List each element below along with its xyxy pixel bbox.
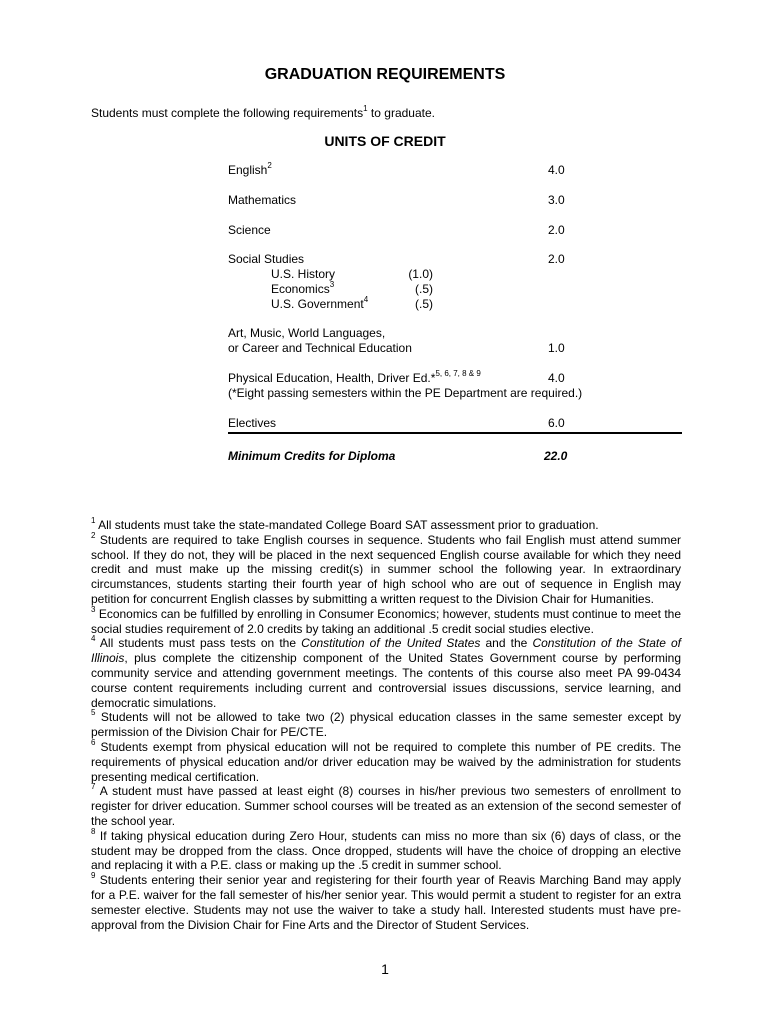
footnote: $^3$ Economics can be fulfilled by enrolling in Consumer Economics; however, students must continue to meet the social studies requirement of 2.0 credits by taking an additional .5 credit social studies elective. <box>91 604 681 636</box>
footnote: $^6$ Students exempt from physical education will not be required to complete this number of PE credits. The requirements of physical education and/or driver education may be waived by the administration for students presenting medical certification. <box>91 737 681 784</box>
req-social-sub-value: (.5) <box>415 282 433 296</box>
req-social-sub-value: (1.0) <box>408 267 433 281</box>
footnote-ref: 1 <box>363 104 368 113</box>
req-math-value: 3.0 <box>548 193 565 207</box>
footnote: $^1$ All students must take the state-mandated College Board SAT assessment prior to graduation. <box>91 516 599 532</box>
req-social-sub-label: U.S. Government$^4$ <box>271 295 369 311</box>
footnote: $^7$ A student must have passed at least eight (8) courses in his/her previous two semesters of enrollment to register for driver education. Summer school courses will be treated as an extension of the second semester of the school year. <box>91 782 681 828</box>
req-pe-label: Physical Education, Health, Driver Ed.*$^{5, 6, 7, 8 \& 9}$ <box>228 369 481 385</box>
req-minimum-label: Minimum Credits for Diploma <box>228 449 396 463</box>
page-number: 1 <box>381 961 389 977</box>
req-social-sub-label: Economics$^3$ <box>271 280 335 296</box>
req-science-value: 2.0 <box>548 223 565 237</box>
req-english-value: 4.0 <box>548 163 565 177</box>
footnote: $^9$ Students entering their senior year and registering for their fourth year of Reavis Marching Band may apply for a P.E. waiver for the fall semester of his/her senior year. This would permit a student to register for an extra semester elective. Students may not use the waiver to take a study hall. Interested students must have pre-approval from the Division Chair for Fine Arts and the Director of Student Services. <box>91 871 681 932</box>
footnote: $^2$ Students are required to take English courses in sequence. Students who fail English must attend summer school. If they do not, they will be placed in the next sequenced English course available for which they need credit and must make up the missing credit(s) in summer school the following year. In extraordinary circumstances, students starting their fourth year of high school who are out of sequence in English may petition for concurrent English classes by submitting a written request to the Division Chair for Humanities. <box>91 530 681 606</box>
intro-text: Students must complete the following requirements$^1$ to graduate. <box>91 104 435 120</box>
total-divider <box>228 432 682 434</box>
req-english-label: English$^2$ <box>228 161 272 177</box>
req-math-label: Mathematics <box>228 193 297 207</box>
footnotes <box>91 518 681 932</box>
req-minimum-value: 22.0 <box>544 449 568 463</box>
req-social-sub-label: U.S. History <box>271 267 336 281</box>
req-electives-label: Electives <box>228 416 277 430</box>
req-social-value: 2.0 <box>548 252 565 266</box>
req-social-label: Social Studies <box>228 252 305 266</box>
req-electives-value: 6.0 <box>548 416 565 430</box>
units-heading: UNITS OF CREDIT <box>324 133 446 149</box>
req-art-label-line2: or Career and Technical Education <box>228 341 412 355</box>
req-pe-note: (*Eight passing semesters within the PE Department are required.) <box>228 386 583 400</box>
req-science-label: Science <box>228 223 271 237</box>
req-social-sub-value: (.5) <box>415 297 433 311</box>
footnote: $^4$ All students must pass tests on the Constitution of the United States and the Constitution of the State of Illinois, plus complete the citizenship component of the United States Government course by performing community service and attending government meetings. The contents of this course also meet PA 99-0434 course content requirements including current and controversial issues discussions, service learning, and democratic simulations. <box>91 634 682 710</box>
footnote: $^8$ If taking physical education during Zero Hour, students can miss no more than six (6) days of class, or the student may be dropped from the class. Once dropped, students will have the choice of dropping an elective and replacing it with a P.E. class or making up the .5 credit in summer school. <box>91 826 681 873</box>
page-title: GRADUATION REQUIREMENTS <box>264 66 506 83</box>
footnote: $^5$ Students will not be allowed to take two (2) physical education classes in the same semester except by permission of the Division Chair for PE/CTE. <box>91 708 681 740</box>
req-art-value: 1.0 <box>548 341 565 355</box>
req-art-label-line1: Art, Music, World Languages, <box>228 326 386 340</box>
req-pe-value: 4.0 <box>548 371 565 385</box>
